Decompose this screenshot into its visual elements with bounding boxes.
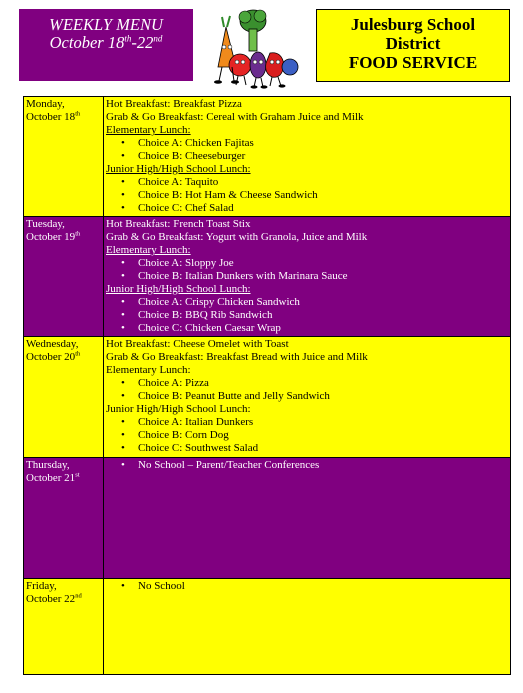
list-item: • Choice A: Sloppy Joe <box>138 257 508 270</box>
meals-cell <box>104 458 511 579</box>
meals-cell <box>104 337 511 458</box>
junior-high-lunch-label: Junior High/High School Lunch: <box>106 403 251 415</box>
grab-and-go-breakfast: Grab & Go Breakfast: Cereal with Graham Juice and Milk <box>106 111 364 123</box>
weekly-menu-title-box <box>19 9 193 81</box>
day-cell: Tuesday, October 19th <box>24 217 104 337</box>
menu-row-wednesday <box>24 337 511 458</box>
junior-high-choices <box>106 176 508 215</box>
menu-row-tuesday <box>24 217 511 337</box>
district-name-box <box>316 9 510 82</box>
junior-high-choices <box>106 416 508 455</box>
notes-list <box>106 580 508 593</box>
list-item: • Choice B: Cheeseburger <box>138 150 508 163</box>
list-item: • Choice B: Hot Ham & Cheese Sandwich <box>138 189 508 202</box>
junior-high-lunch-label: Junior High/High School Lunch: <box>106 163 251 175</box>
list-item: • Choice A: Chicken Fajitas <box>138 137 508 150</box>
menu-row-friday <box>24 579 511 675</box>
menu-row-monday <box>24 97 511 217</box>
list-item: • No School – Parent/Teacher Conferences <box>138 459 508 472</box>
meals-cell <box>104 217 511 337</box>
elementary-lunch-label: Elementary Lunch: <box>106 364 191 376</box>
junior-high-lunch-label: Junior High/High School Lunch: <box>106 283 251 295</box>
food-service-label: FOOD SERVICE <box>348 53 478 72</box>
list-item: • Choice A: Pizza <box>138 377 508 390</box>
list-item: • Choice A: Crispy Chicken Sandwich <box>138 296 508 309</box>
grab-and-go-breakfast: Grab & Go Breakfast: Breakfast Bread with Juice and Milk <box>106 351 368 363</box>
menu-row-thursday <box>24 458 511 579</box>
hot-breakfast: Hot Breakfast: French Toast Stix <box>106 218 251 230</box>
elementary-choices <box>106 257 508 283</box>
notes-list <box>106 459 508 472</box>
day-cell: Wednesday, October 20th <box>24 337 104 458</box>
meals-cell <box>104 97 511 217</box>
day-cell: Monday, October 18th <box>24 97 104 217</box>
vegetable-characters-logo <box>204 7 304 89</box>
list-item: • Choice B: Peanut Butte and Jelly Sandwich <box>138 390 508 403</box>
day-cell: Thursday, October 21st <box>24 458 104 579</box>
hot-breakfast: Hot Breakfast: Cheese Omelet with Toast <box>106 338 289 350</box>
list-item: • No School <box>138 580 508 593</box>
district-name-line1: Julesburg School <box>350 15 476 34</box>
junior-high-choices <box>106 296 508 335</box>
list-item: • Choice A: Italian Dunkers <box>138 416 508 429</box>
list-item: • Choice A: Taquito <box>138 176 508 189</box>
weekly-menu-table <box>23 96 511 675</box>
list-item: • Choice B: BBQ Rib Sandwich <box>138 309 508 322</box>
district-name-line2: District <box>385 34 441 53</box>
elementary-lunch-label: Elementary Lunch: <box>106 244 191 256</box>
day-cell: Friday, October 22nd <box>24 579 104 675</box>
list-item: • Choice B: Corn Dog <box>138 429 508 442</box>
elementary-choices <box>106 137 508 163</box>
hot-breakfast: Hot Breakfast: Breakfast Pizza <box>106 98 242 110</box>
elementary-lunch-label: Elementary Lunch: <box>106 124 191 136</box>
elementary-choices <box>106 377 508 403</box>
meals-cell <box>104 579 511 675</box>
list-item: • Choice C: Chef Salad <box>138 202 508 215</box>
week-date-range: October 18th-22nd <box>49 33 163 52</box>
list-item: • Choice C: Chicken Caesar Wrap <box>138 322 508 335</box>
grab-and-go-breakfast: Grab & Go Breakfast: Yogurt with Granola, Juice and Milk <box>106 231 368 243</box>
weekly-menu-title: WEEKLY MENU <box>49 15 163 34</box>
list-item: • Choice C: Southwest Salad <box>138 442 508 455</box>
list-item: • Choice B: Italian Dunkers with Marinara Sauce <box>138 270 508 283</box>
